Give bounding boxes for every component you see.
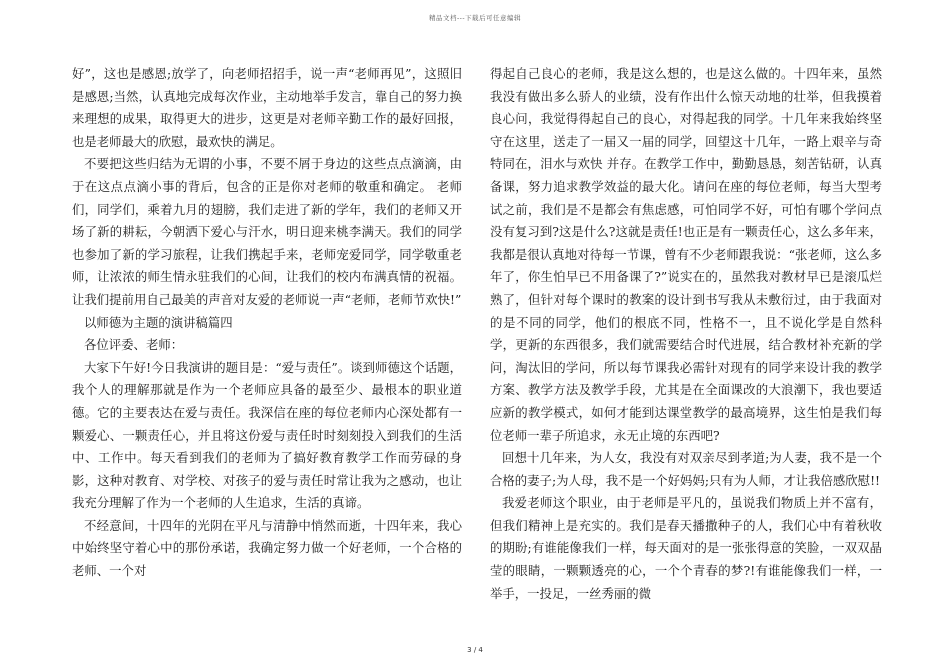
left-column	[72, 63, 462, 583]
paragraph: 得起自己良心的老师，我是这么想的，也是这么做的。十四年来，虽然我没有做出多么骄人的业绩，没有作出什么惊天动地的壮举，但我摸着良心问，我觉得得起自己的良心，对得起我的同学。十几年来我始终坚守在这里，送走了一届又一届的同学，回望这十几年，一路上艰辛与奇特同在，泪水与欢快 并存。在教学工作中，勤勤恳恳，刻苦钻研，认真备课，努力追求教学效益的最大化。请问在座的每位老师，每当大型考试之前，我们是不是都会有焦虑感，可怕同学不好，可怕有哪个学问点没有复习到?这是什么?这就是责任!也正是有一颗责任心，这么多年来，我都是很认真地对待每一节课，曾有不少老师跟我说：“张老师，这么多年了，你生怕早已不用备课了?”说实在的，虽然我对教材早已是滚瓜烂熟了，但针对每个课时的教案的设计到书写我从未敷衍过，由于我面对的是不同的同学，他们的根底不同，性格不一，且不说化学是自然科学，更新的东西很多，我们就需要结合时代进展，结合教材补充新的学问，淘汰旧的学问，所以每节课我必需针对现有的同学来设计我的教学方案、教学方法及教学手段，尤其是在全面课改的大浪潮下，我也要适应新的教学模式，如何才能到达课堂教学的最高境界，这生怕是我们每位老师一辈子所追求，永无止境的东西吧?	[490, 66, 882, 443]
paragraph: 不要把这些归结为无谓的小事，不要不屑于身边的这些点点滴滴，由于在这点点滴小事的背后，包含的正是你对老师的敬重和确定。 老师们，同学们，乘着九月的翅膀，我们走进了新的学年，我们的老师又开场了新的耕耘，今朝洒下爱心与汗水，明日迎来桃李满天。我们的同学也参加了新的学习旅程，让我们携起手来，老师宠爱同学，同学敬重老师，让浓浓的师生情永驻我们的心间，让我们的校内布满真情的祝福。让我们提前用自己最美的声音对友爱的老师说一声“老师，老师节欢快!”	[72, 156, 462, 307]
section-title: 以师德为主题的演讲稿篇四	[84, 314, 233, 330]
salutation: 各位评委、老师：	[84, 337, 184, 353]
page-header: 精品文档---下载后可任意编辑	[428, 14, 522, 22]
right-column	[490, 63, 882, 605]
paragraph: 我爱老师这个职业，由于老师是平凡的，虽说我们物质上并不富有，但我们精神上是充实的。我们是春天播撒种子的人，我们心中有着秋收的期盼;有谁能像我们一样，每天面对的是一张张得意的笑脸，一双双晶莹的眼睛，一颗颗透亮的心，一个个青春的梦?!有谁能像我们一样，一举手，一投足，一丝秀丽的微	[490, 495, 882, 601]
page-number: 3 / 4	[467, 646, 483, 654]
paragraph: 不经意间，十四年的光阴在平凡与清静中悄然而逝，十四年来，我心中始终坚守着心中的那份承诺，我确定努力做一个好老师，一个合格的老师、一个对	[72, 517, 462, 579]
paragraph: 回想十几年来，为人女，我没有对双亲尽到孝道;为人妻，我不是一个合格的妻子;为人母，我不是一个好妈妈;只有为人师，才让我倍感欣慰!!	[490, 450, 882, 488]
paragraph: 大家下午好!今日我演讲的题目是：“爱与责任”。谈到师德这个话题，我个人的理解那就是作为一个老师应具备的最至少、最根本的职业道德。它的主要表达在爱与责任。我深信在座的每位老师内心深处都有一颗爱心、一颗责任心，并且将这份爱与责任时时刻刻投入到我们的生活中、工作中。每天看到我们的老师为了搞好教育教学工作而劳碌的身影，这种对教育、对学校、对孩子的爱与责任时常让我为之感动，也让我充分理解了作为一个老师的人生追求，生活的真谛。	[72, 359, 462, 511]
paragraph: 好”，这也是感恩;放学了，向老师招招手，说一声“老师再见”，这照旧是感恩;当然，认真地完成每次作业，主动地举手发言，靠自己的努力换来理想的成果，取得更大的进步，这更是对老师辛勤工作的最好回报，也是老师最大的欣慰，最欢快的满足。	[72, 66, 462, 149]
